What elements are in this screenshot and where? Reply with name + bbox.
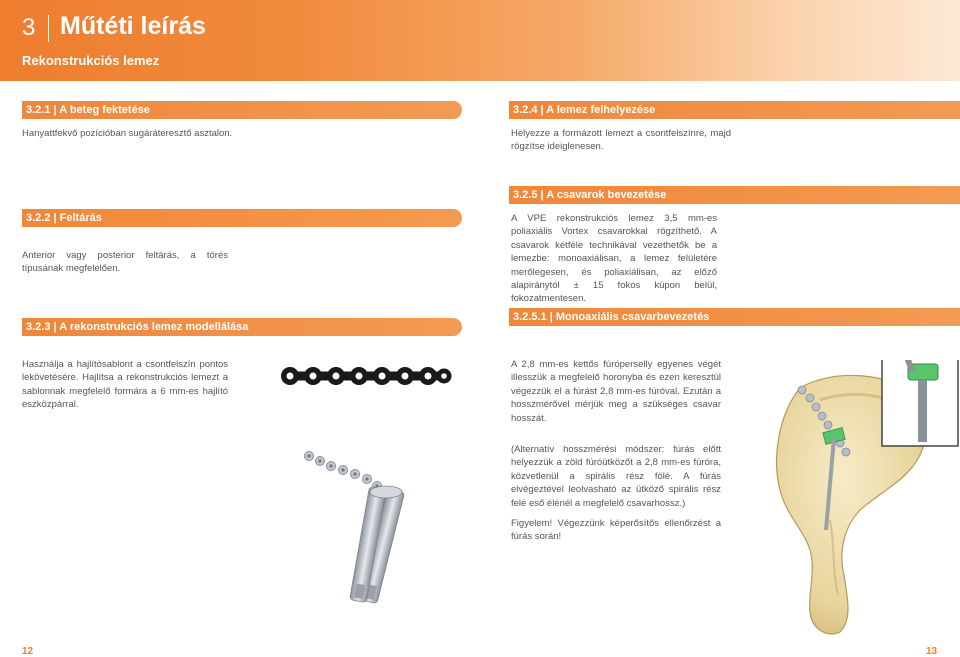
bending-irons-image	[300, 448, 430, 608]
section-text-3-2-1: Hanyattfekvő pozícióban sugáráteresztő asztalon.	[22, 128, 233, 139]
section-heading-3-2-5-1: 3.2.5.1 | Monoaxiális csavarbevezetés	[509, 308, 960, 326]
section-text-3-2-2: Anterior vagy posterior feltárás, a törés típusának megfelelően.	[22, 250, 228, 275]
pelvis-plate-illustration	[760, 360, 960, 640]
section-text-3-2-5: A VPE rekonstrukciós lemez 3,5 mm-es poliaxiális Vortex csavarokkal rögzíthető. A csavarok kétféle technikával vezethetők be a lemezbe: monoaxiálisan, a lemez felületére merőlegesen, és poliaxiálisan, az előző alapiránytól ± 15 fokos kúpon belül, fokozatmentesen.	[511, 213, 717, 305]
page-number-left: 12	[22, 646, 34, 657]
chapter-title: Műtéti leírás	[60, 12, 206, 40]
section-heading-3-2-2: 3.2.2 | Feltárás	[22, 209, 462, 227]
section-text-3-2-5-1-para1: A 2,8 mm-es kettős fúróperselly egyenes végét illesszük a megfelelő horonyba és ezen keresztül végezzük el a fúrást 2,8 mm-es fúróval. Ezután a hosszmérővel mérjük meg a szükséges csavar hosszát.	[511, 359, 721, 424]
section-text-3-2-5-1-para2: (Alternatív hosszmérési módszer: fúrás előtt helyezzük a zöld fúróütközőt a 2,8 mm-es fúróra, közvetlenül a spirális rész fölé. A fúrás elvégeztével leolvasható az ütköző spirális rész felé eső élénél a megfelelő csavarhossz.)	[511, 444, 721, 509]
section-heading-3-2-3: 3.2.3 | A rekonstrukciós lemez modellálása	[22, 318, 462, 336]
section-heading-3-2-4: 3.2.4 | A lemez felhelyezése	[509, 101, 960, 119]
section-text-3-2-3: Használja a hajlítósablont a csontfelszín pontos lekövetésére. Hajlítsa a rekonstrukciós lemezt a sablonnak megfelelő formára a 6 mm-es hajlító eszközpárral.	[22, 359, 228, 411]
section-text-3-2-4: Helyezze a formázott lemezt a csontfelszínre, majd rögzítse ideiglenesen.	[511, 128, 731, 153]
section-heading-3-2-1: 3.2.1 | A beteg fektetése	[22, 101, 462, 119]
section-text-3-2-5-1-para3: Figyelem! Végezzünk képerősítős ellenőrzést a fúrás során!	[511, 518, 721, 543]
chapter-separator	[48, 15, 49, 42]
chapter-number: 3	[22, 14, 36, 41]
chapter-header	[0, 0, 960, 81]
section-subtitle: Rekonstrukciós lemez	[22, 53, 160, 68]
section-heading-3-2-5: 3.2.5 | A csavarok bevezetése	[509, 186, 960, 204]
reconstruction-plate-image	[278, 364, 454, 388]
page-number-right: 13	[926, 646, 938, 657]
